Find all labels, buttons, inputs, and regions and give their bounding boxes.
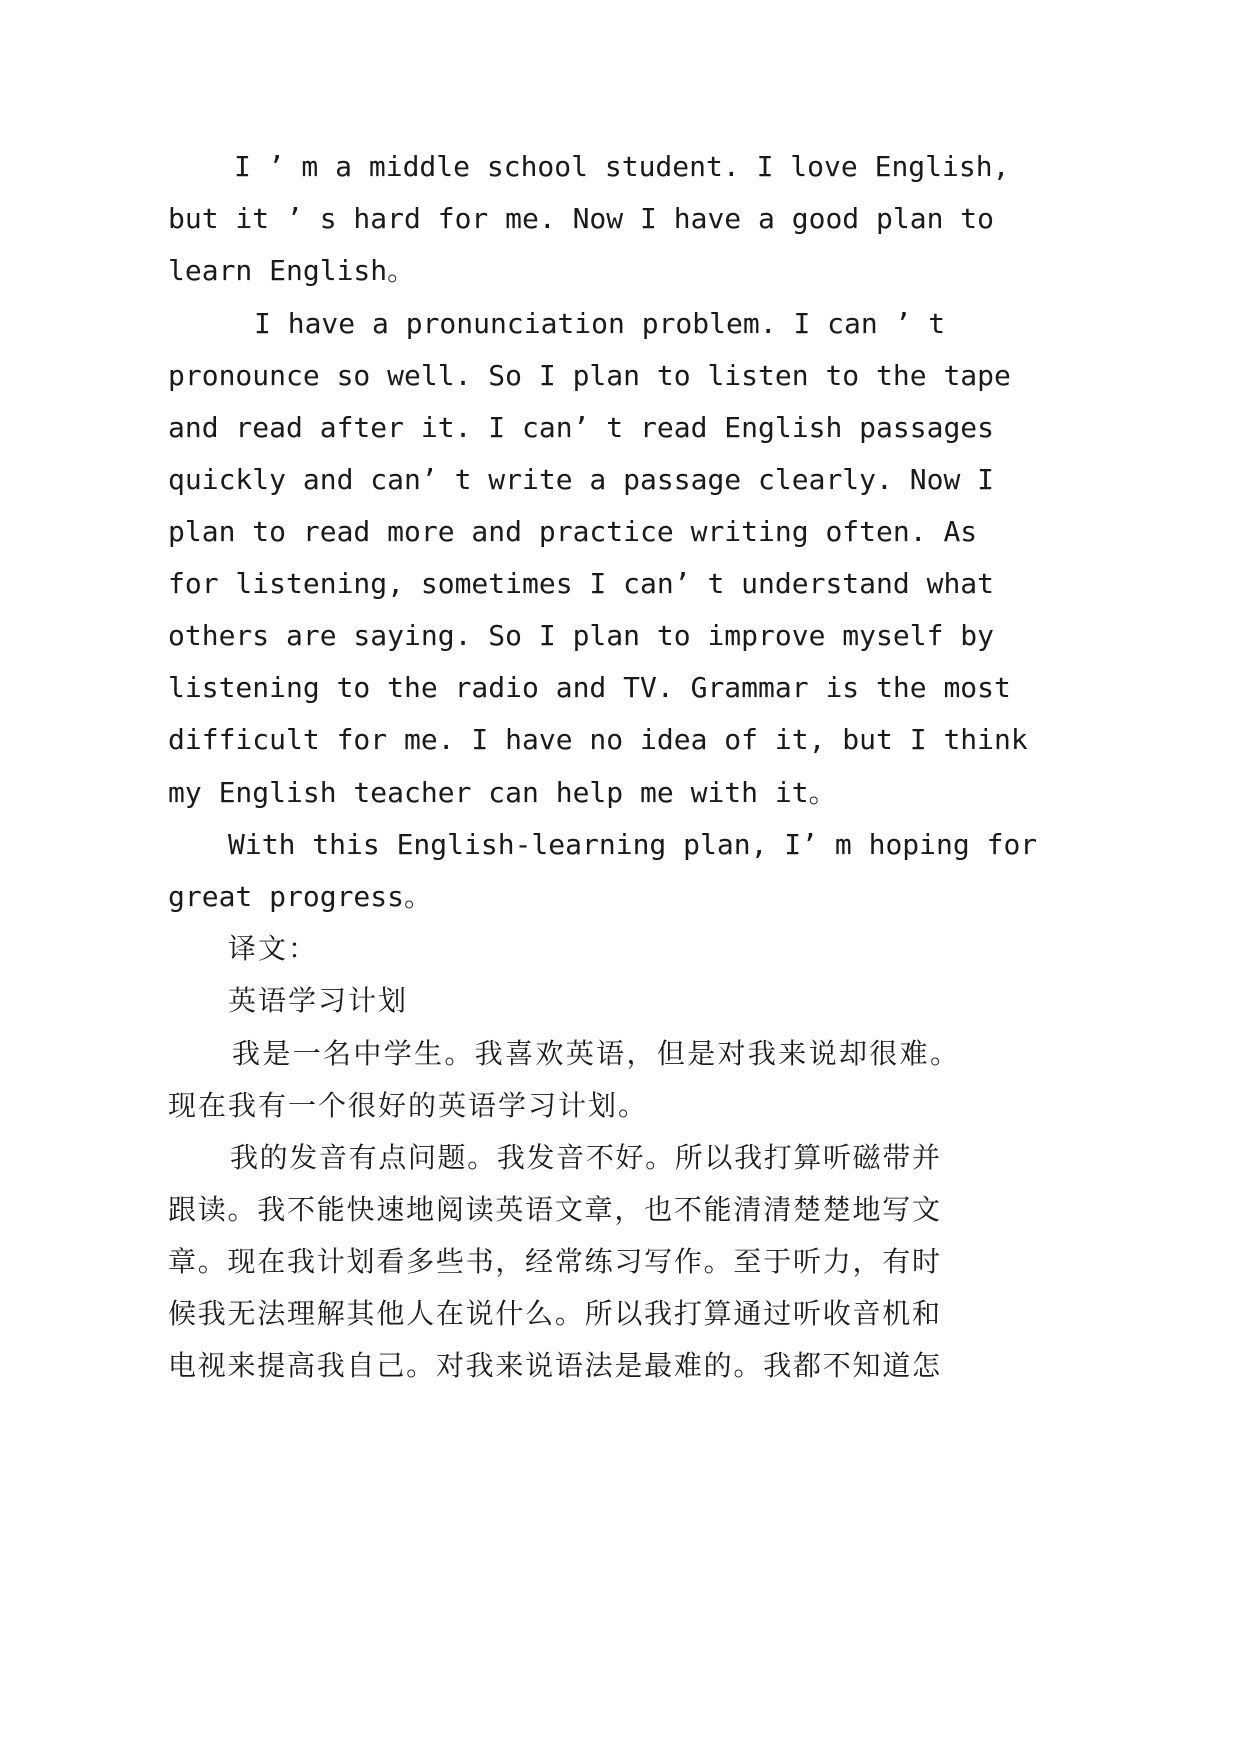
text-line: I ’ m a middle school student. I love English, [234, 150, 1010, 183]
text-line: for listening, sometimes I can’ t understand what [168, 567, 995, 600]
text-line: 电视来提高我自己。对我来说语法是最难的。我都不知道怎 [168, 1349, 940, 1382]
translation-label: 译文： [228, 932, 319, 965]
text-line: my English teacher can help me with it。 [168, 776, 837, 809]
text-line: difficult for me. I have no idea of it, but I think [168, 723, 1028, 756]
text-line: great progress。 [168, 880, 433, 913]
text-line: 候我无法理解其他人在说什么。所以我打算通过听收音机和 [168, 1297, 940, 1330]
text-line: I have a pronunciation problem. I can ’ t [254, 307, 946, 340]
text-line: learn English。 [168, 254, 416, 287]
text-line: With this English-learning plan, I’ m hoping for [228, 828, 1038, 861]
text-line: 章。现在我计划看多些书，经常练习写作。至于听力，有时 [168, 1245, 940, 1278]
text-line: but it ’ s hard for me. Now I have a good plan to [168, 202, 995, 235]
translation-title: 英语学习计划 [228, 984, 409, 1017]
text-line: quickly and can’ t write a passage clearly. Now I [168, 463, 995, 496]
text-line: listening to the radio and TV. Grammar is the most [168, 671, 1011, 704]
text-line: pronounce so well. So I plan to listen to the tape [168, 359, 1011, 392]
text-line: and read after it. I can’ t read English passages [168, 411, 995, 444]
text-line: 我是一名中学生。我喜欢英语，但是对我来说却很难。 [232, 1037, 958, 1070]
text-line: plan to read more and practice writing often. As [168, 515, 978, 548]
text-line: 现在我有一个很好的英语学习计划。 [168, 1089, 649, 1122]
text-line: 我的发音有点问题。我发音不好。所以我打算听磁带并 [230, 1141, 940, 1174]
text-line: others are saying. So I plan to improve myself by [168, 619, 995, 652]
text-line: 跟读。我不能快速地阅读英语文章，也不能清清楚楚地写文 [168, 1193, 940, 1226]
